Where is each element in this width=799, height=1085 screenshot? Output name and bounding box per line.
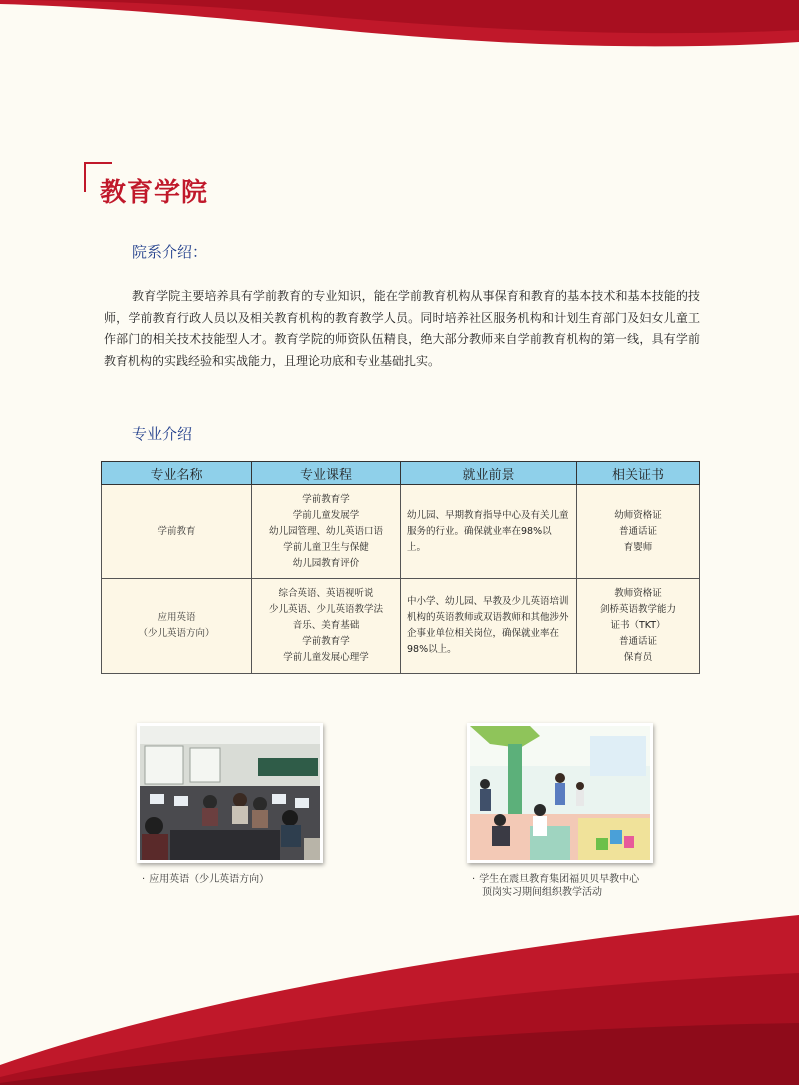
major-name-line: 学前教育 [157, 525, 196, 537]
major-prospects: 幼儿园、早期教育指导中心及有关儿童服务的行业。确保就业率在98%以上。 [401, 485, 577, 579]
caption-line: 学生在震旦教育集团福贝贝早教中心 [479, 874, 640, 885]
major-name-line: （少儿英语方向） [138, 628, 215, 639]
department-intro-text: 教育学院主要培养具有学前教育的专业知识，能在学前教育机构从事保育和教育的基本技术和基本技能的技师，学前教育行政人员以及相关教育机构的教育教学人员。同时培养社区服务机构和计划生育部门及妇女儿童工作部门的相关技术技能型人才。教育学院的师资队伍精良，绝大部分教师来自学前教育机构的第一线，具有学前教育机构的实践经验和实战能力，且理论功底和专业基础扎实。 [104, 289, 700, 368]
majors-table [101, 461, 700, 674]
course-item: 学前儿童发展心理学 [283, 652, 369, 663]
certificate-item: 保育员 [623, 652, 653, 663]
course-item: 学前儿童发展学 [292, 509, 360, 521]
photo-caption [142, 873, 269, 886]
caption-line: 顶岗实习期间组织教学活动 [482, 887, 602, 898]
major-name [102, 485, 252, 579]
certificate-item: 证书（TKT） [610, 620, 666, 631]
course-item: 学前教育学 [302, 636, 350, 647]
course-item: 学前儿童卫生与保健 [283, 541, 369, 553]
course-item: 综合英语、英语视听说 [278, 588, 374, 599]
certificate-item: 普通话证 [618, 525, 657, 537]
major-certificates [577, 485, 700, 579]
early-education-activity-photo [467, 723, 653, 863]
course-item: 音乐、美育基础 [292, 620, 360, 631]
certificate-item: 育婴师 [623, 541, 653, 553]
table-row [102, 485, 700, 579]
bullet-icon: · [142, 874, 146, 885]
classroom-photo [137, 723, 323, 863]
major-courses [252, 485, 401, 579]
certificate-item: 教师资格证 [614, 588, 662, 599]
certificate-item: 剑桥英语教学能力 [599, 604, 676, 615]
major-prospects: 中小学、幼儿园、早教及少儿英语培训机构的英语教师或双语教师和其他涉外企事业单位相关岗位，确保就业率在98%以上。 [401, 579, 577, 674]
top-red-wave [0, 0, 799, 60]
department-heading: 院系介绍： [132, 243, 208, 261]
major-name [102, 579, 252, 674]
column-header: 专业名称 [102, 462, 252, 485]
column-header: 专业课程 [252, 462, 401, 485]
column-header: 相关证书 [577, 462, 700, 485]
table-header-row [102, 462, 700, 485]
bullet-icon: · [472, 874, 476, 885]
bottom-red-wave [0, 915, 799, 1085]
photo-caption [472, 873, 639, 899]
course-item: 少儿英语、少儿英语教学法 [268, 604, 383, 615]
page-title: 教育学院 [100, 178, 209, 208]
course-item: 幼儿园教育评价 [292, 557, 360, 569]
majors-heading: 专业介绍 [132, 425, 193, 443]
caption-line: 应用英语（少儿英语方向） [149, 874, 270, 885]
certificate-item: 幼师资格证 [614, 509, 662, 521]
certificate-item: 普通话证 [618, 636, 657, 647]
table-row [102, 579, 700, 674]
column-header: 就业前景 [401, 462, 577, 485]
major-name-line: 应用英语 [157, 612, 196, 623]
major-certificates [577, 579, 700, 674]
major-courses [252, 579, 401, 674]
course-item: 幼儿园管理、幼儿英语口语 [268, 525, 383, 537]
course-item: 学前教育学 [302, 493, 350, 505]
